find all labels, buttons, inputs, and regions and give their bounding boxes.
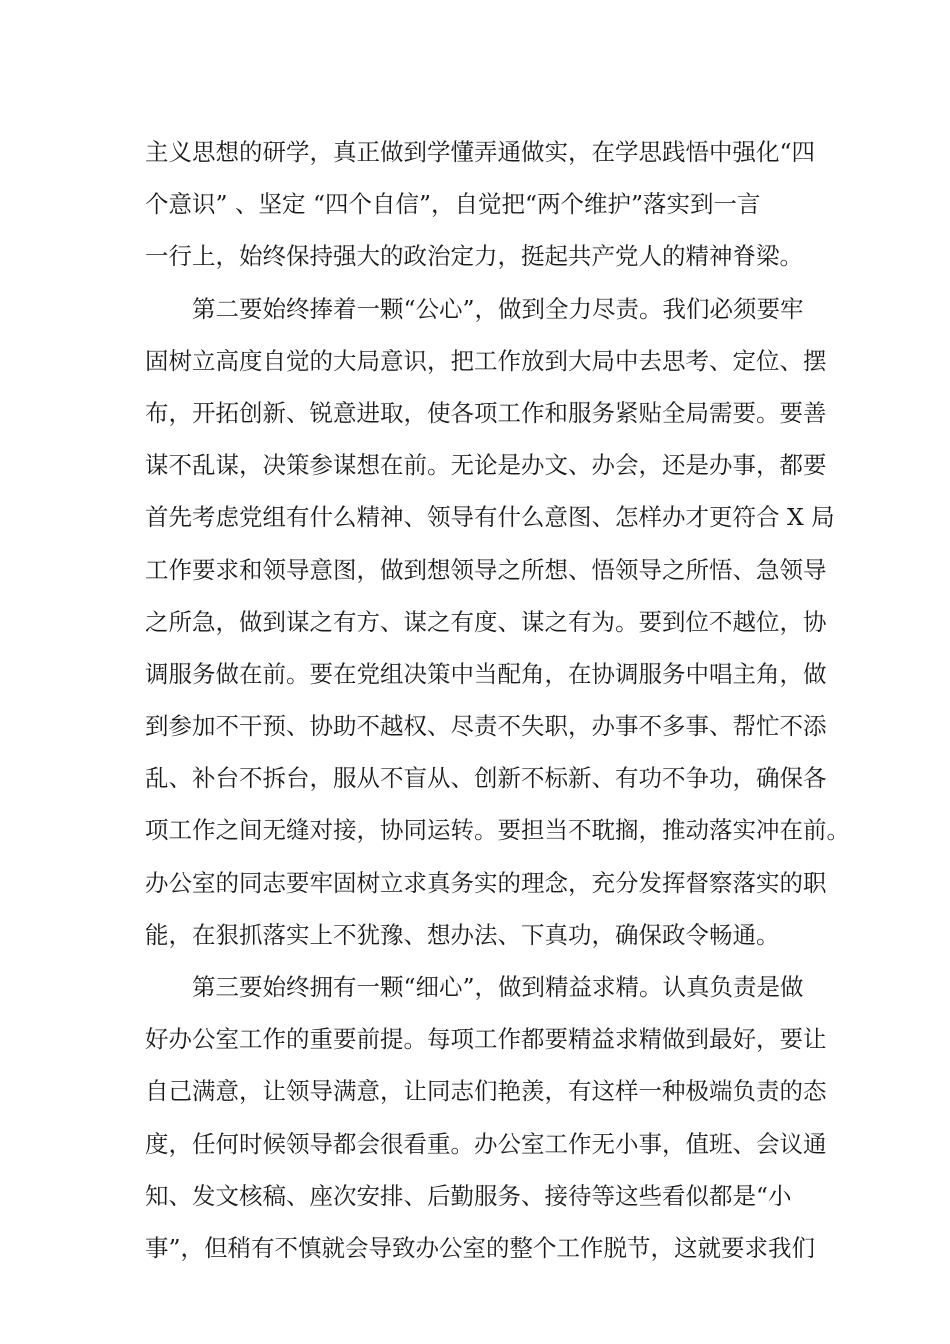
paragraph-start-line: 第三要始终拥有一颗“细心”，做到精益求精。认真负责是做	[192, 973, 804, 1001]
text-line: 谋不乱谋，决策参谋想在前。无论是办文、办会，还是办事，都要	[145, 451, 827, 480]
text-line: 一行上，始终保持强大的政治定力，挺起共产党人的精神脊梁。	[145, 242, 803, 271]
text-line: 首先考虑党组有什么精神、领导有什么意图、怎样办才更符合 X 局	[145, 503, 835, 532]
text-line: 好办公室工作的重要前提。每项工作都要精益求精做到最好，要让	[145, 1025, 827, 1054]
text-line: 个意识” 、坚定 “四个自信”，自觉把“两个维护”落实到一言	[145, 190, 761, 219]
text-line: 办公室的同志要牢固树立求真务实的理念，充分发挥督察落实的职	[145, 868, 827, 897]
text-line: 能，在狠抓落实上不犹豫、想办法、下真功，确保政令畅通。	[145, 920, 780, 949]
text-line: 工作要求和领导意图，做到想领导之所想、悟领导之所悟、急领导	[145, 555, 827, 584]
text-line: 之所急，做到谋之有方、谋之有度、谋之有为。要到位不越位，协	[145, 607, 827, 636]
text-line: 事”，但稍有不慎就会导致办公室的整个工作脱节，这就要求我们	[145, 1233, 816, 1262]
text-line: 自己满意，让领导满意，让同志们艳羡，有这样一种极端负责的态	[145, 1077, 827, 1106]
paragraph-start-line: 第二要始终捧着一颗“公心”，做到全力尽责。我们必须要牢	[192, 294, 804, 323]
text-line: 调服务做在前。要在党组决策中当配角，在协调服务中唱主角，做	[145, 659, 827, 688]
text-line: 知、发文核稿、座次安排、后勤服务、接待等这些看似都是“小	[145, 1181, 792, 1210]
text-line: 固树立高度自觉的大局意识，把工作放到大局中去思考、定位、摆	[145, 346, 827, 375]
text-line: 度，任何时候领导都会很看重。办公室工作无小事，值班、会议通	[145, 1129, 827, 1158]
text-line: 主义思想的研学，真正做到学懂弄通做实，在学思践悟中强化“四	[145, 138, 816, 166]
text-line: 布，开拓创新、锐意进取，使各项工作和服务紧贴全局需要。要善	[145, 398, 827, 427]
text-line: 项工作之间无缝对接，协同运转。要担当不耽搁，推动落实冲在前。	[145, 816, 850, 845]
body-text	[145, 126, 850, 1274]
text-line: 到参加不干预、协助不越权、尽责不失职，办事不多事、帮忙不添	[145, 712, 827, 741]
text-line: 乱、补台不拆台，服从不盲从、创新不标新、有功不争功，确保各	[145, 764, 827, 793]
